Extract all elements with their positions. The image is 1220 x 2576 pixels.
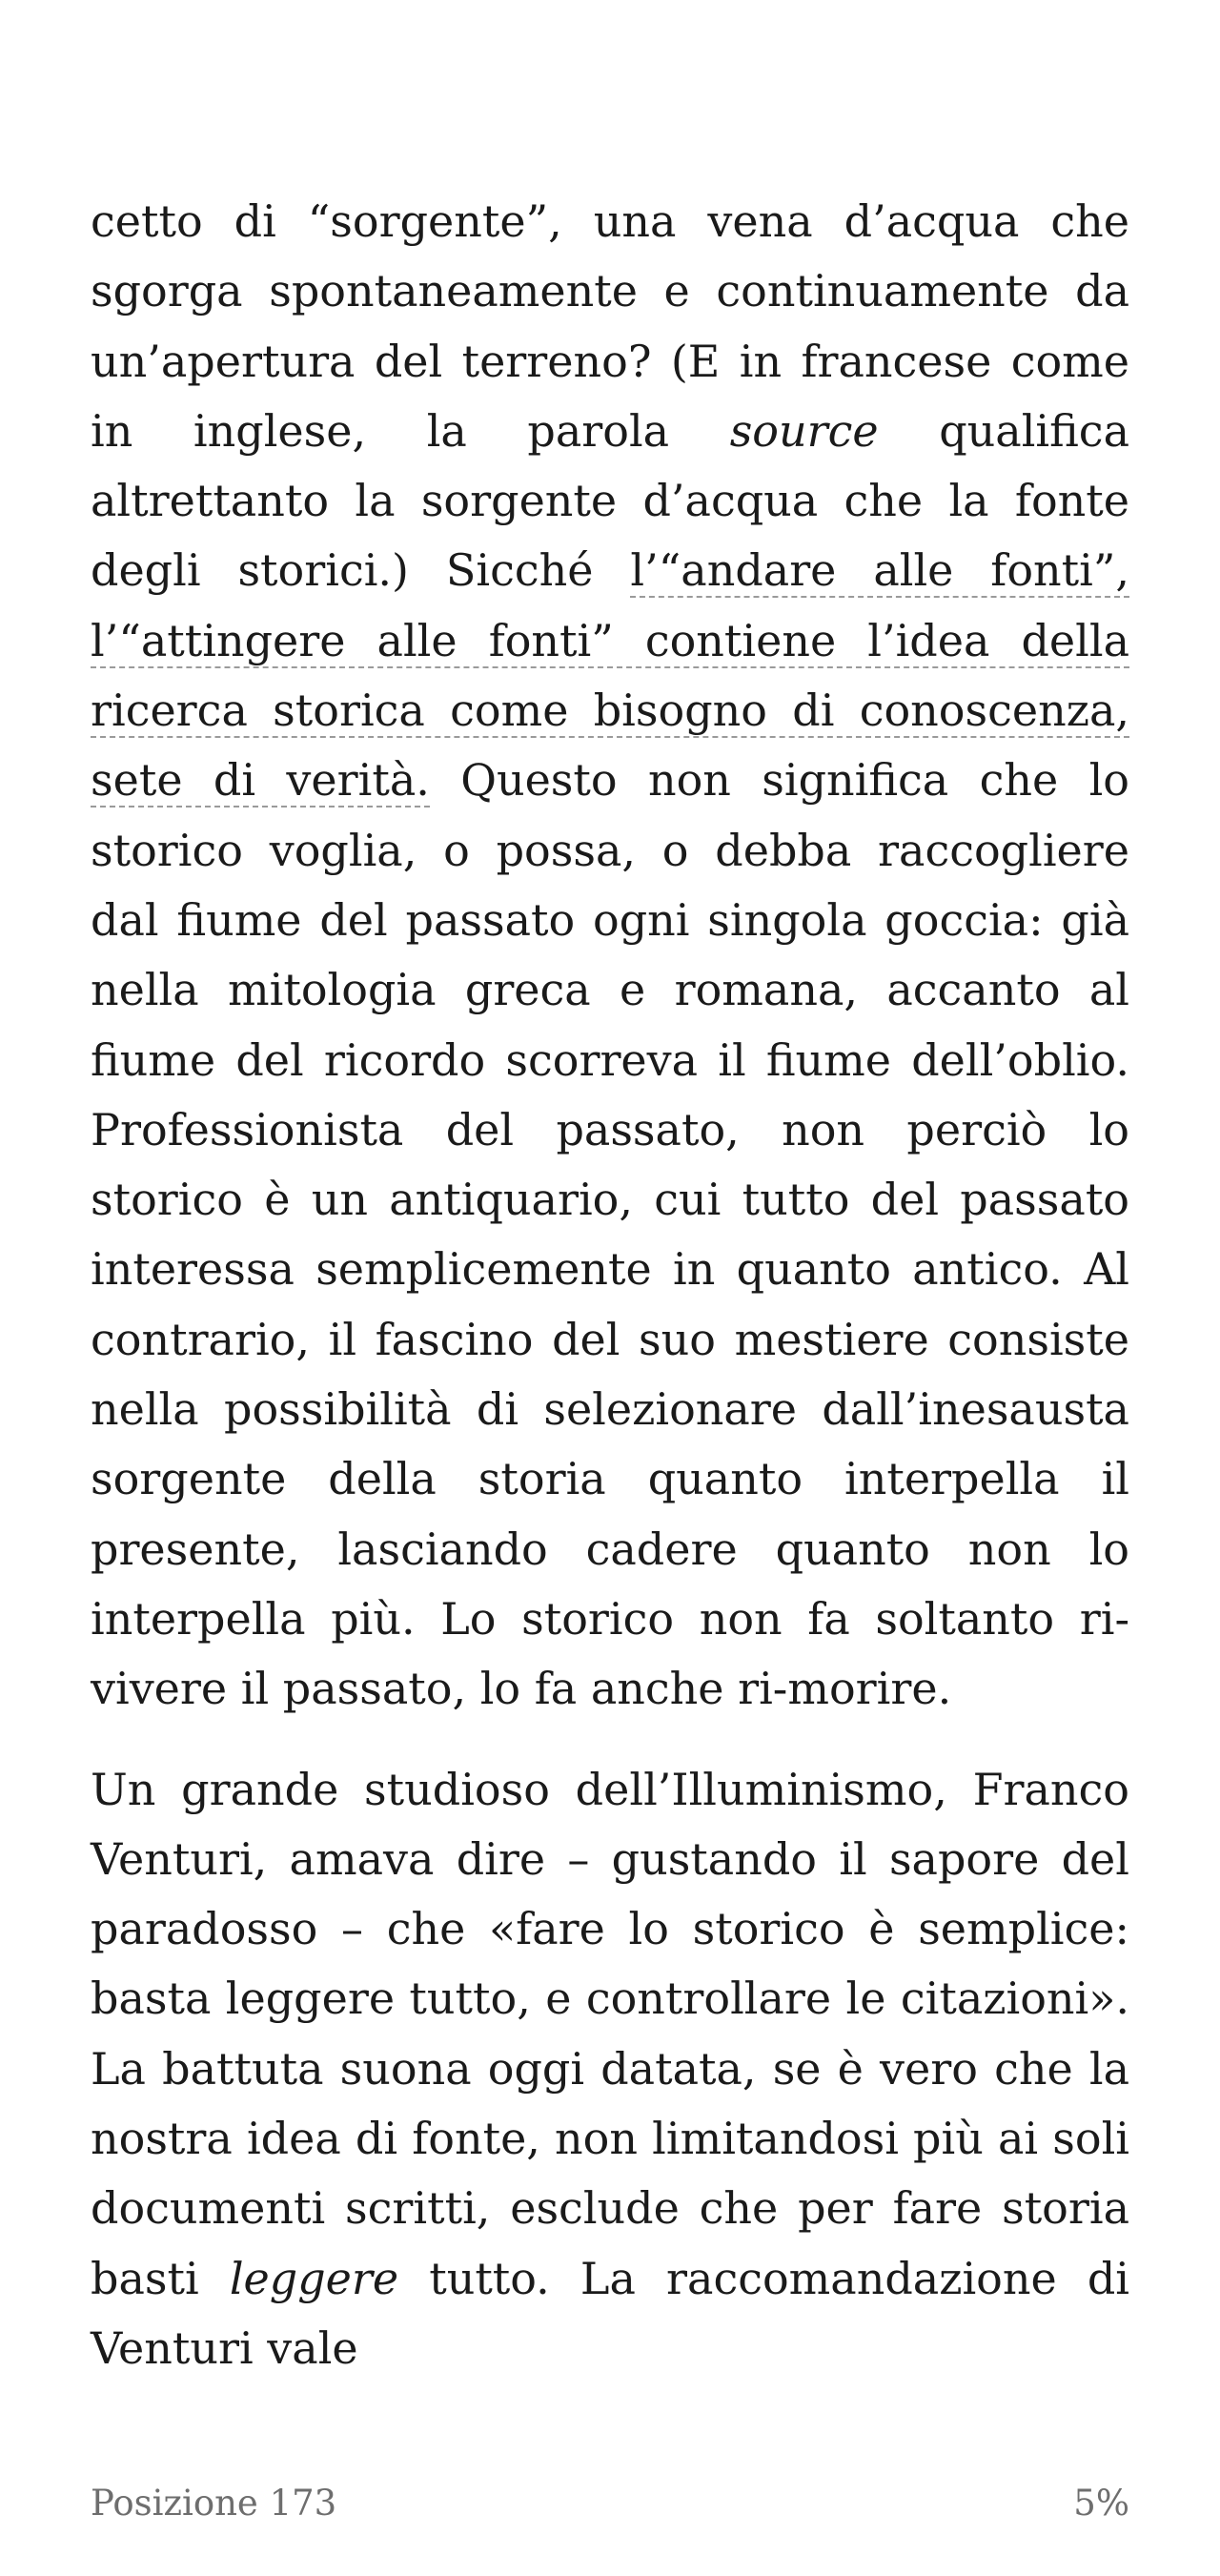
text-run: Un grande studioso dell’Illuminismo, Franco Venturi, amava dire – gustando il sapore del paradosso – che «fare lo storico è semplice: basta leggere tutto, e controllare le citazioni». La battuta suona oggi datata, se è vero che la nostra idea di fonte, non limitandosi più ai soli documenti scritti, esclude che per fare storia basti [91, 1763, 1129, 2304]
paragraph-1 [91, 187, 1129, 1725]
paragraph-2 [91, 1755, 1129, 2384]
highlighted-passage[interactable]: l’“andare alle fonti”, l’“attingere alle fonti” contiene l’idea della ricerca storica come bisogno di conoscenza, sete di verità. [91, 544, 1129, 807]
italic-text-run: leggere [229, 2252, 399, 2304]
text-run: tutto. La raccomandazione di Venturi vale [91, 2252, 1130, 2374]
text-run: Questo non significa che lo storico voglia, o possa, o debba raccogliere dal fiume del passato ogni singola goccia: già nella mitologia greca e romana, accanto al fiume del ricordo scorreva il fiume dell’oblio. Professionista del passato, non perciò lo storico è un antiquario, cui tutto del passato interessa semplicemente in quanto antico. Al contrario, il fascino del suo mestiere consiste nella possibilità di selezionare dall’inesausta sorgente della storia quanto interpella il presente, lasciando cadere quanto non lo interpella più. Lo storico non fa soltanto ri-vivere il passato, lo fa anche ri-morire. [91, 754, 1129, 1715]
italic-text-run: source [729, 404, 879, 457]
text-run: qualifica altrettanto la sorgente d’acqua che la fonte degli storici.) Sicché [91, 404, 1129, 597]
location-indicator[interactable]: Posizione 173 [91, 2482, 337, 2524]
reading-page [91, 187, 1129, 2383]
progress-percentage[interactable]: 5% [1073, 2482, 1129, 2524]
reader-footer [91, 2479, 1129, 2526]
text-run: cetto di “sorgente”, una vena d’acqua che sgorga spontaneamente e continuamente da un’apertura del terreno? (E in francese come in inglese, la parola [91, 195, 1129, 457]
